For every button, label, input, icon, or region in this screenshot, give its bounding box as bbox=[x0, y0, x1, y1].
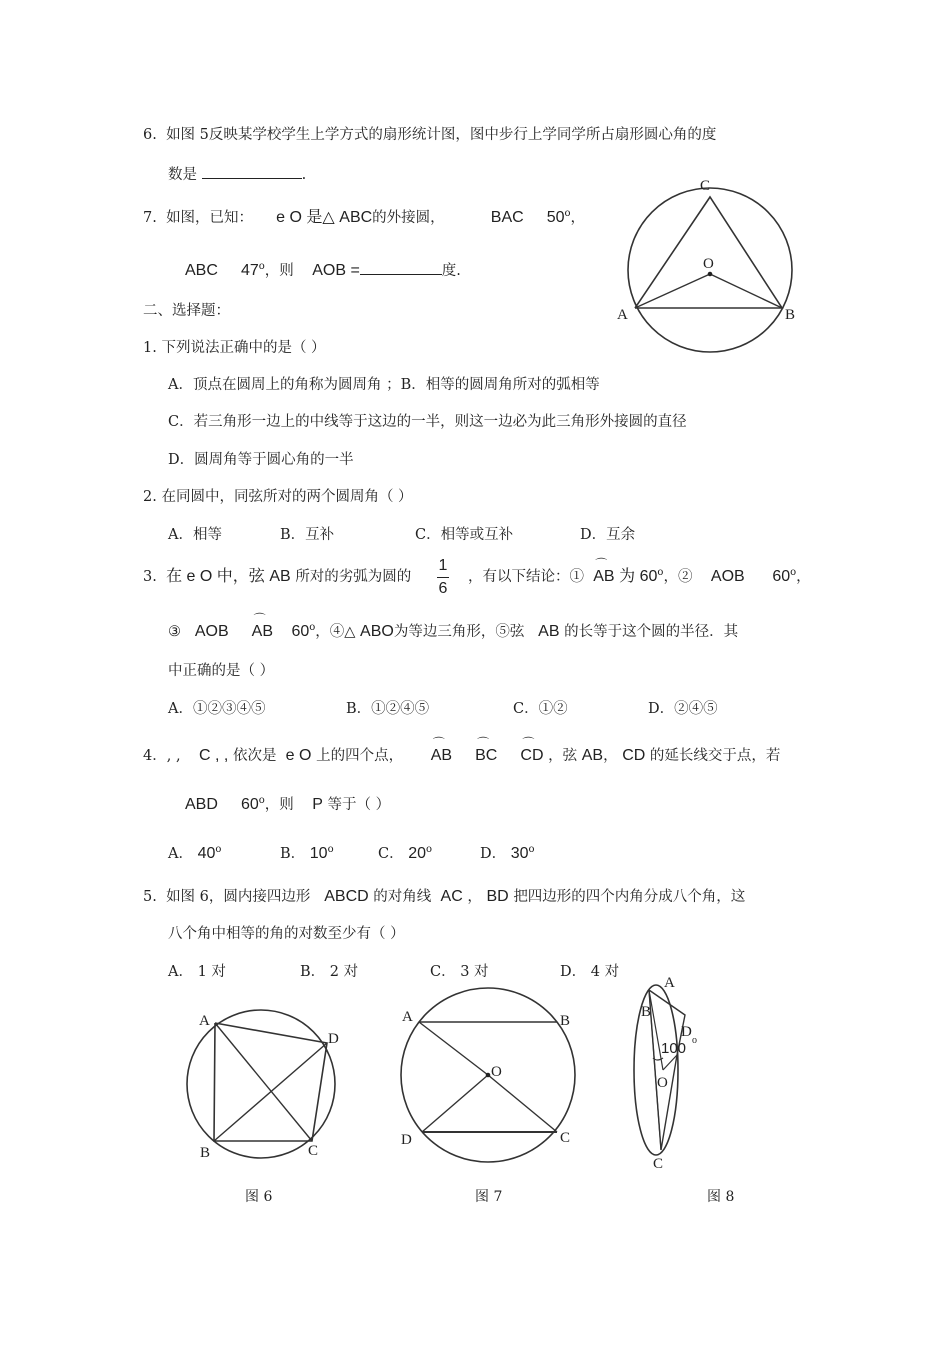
q3-line1-rest: ，有以下结论：① ⌒ AB 为 60$^o$，② AOB 60$^o$， bbox=[468, 568, 811, 588]
q6-line1: 6. 如图 5反映某学校学生上学方式的扇形统计图，图中步行上学同学所占扇形圆心角的度 bbox=[143, 127, 717, 143]
figure-circumcircle bbox=[615, 175, 815, 365]
q3-fraction: 1 6 bbox=[438, 557, 448, 597]
label-a: A bbox=[199, 1013, 210, 1029]
q3-option-c[interactable]: C．①② bbox=[513, 701, 568, 717]
q3-line1: 3. 在 e O 中，弦 AB 所对的劣弧为圆的 bbox=[143, 568, 412, 585]
q1-option-c[interactable]: C．若三角形一边上的中线等于这边的一半，则这一边必为此三角形外接圆的直径 bbox=[168, 414, 687, 430]
label-angle-degree: o bbox=[692, 1035, 697, 1046]
label-o: O bbox=[491, 1064, 502, 1080]
label-c: C bbox=[308, 1143, 319, 1159]
q2-stem: 2. 在同圆中，同弦所对的两个圆周角（ ） bbox=[143, 489, 413, 505]
diagonal-ac bbox=[215, 1023, 312, 1141]
q4-line1: 4．, , C , , 依次是 e O 上的四个点， ⌒ AB ⌒ BC ⌒ CD ，弦 AB， CD 的延长线交于点，若 bbox=[143, 747, 780, 765]
q1-option-d[interactable]: D．圆周角等于圆心角的一半 bbox=[168, 452, 354, 468]
label-b: B bbox=[560, 1013, 571, 1029]
q3-option-d[interactable]: D．②④⑤ bbox=[648, 701, 718, 717]
segment-bo bbox=[649, 990, 663, 1070]
label-angle-100: 100 bbox=[661, 1040, 687, 1057]
q6-answer-blank[interactable] bbox=[202, 164, 302, 179]
label-b: B bbox=[641, 1004, 652, 1020]
label-c: C bbox=[653, 1156, 664, 1172]
caption-figure-7: 图 7 bbox=[475, 1189, 503, 1205]
q7-line2: ABC 47$^o$，则 AOB = 度. bbox=[185, 261, 461, 279]
label-d: D bbox=[401, 1132, 412, 1148]
section-title: 二、选择题： bbox=[143, 303, 230, 319]
label-c: C bbox=[560, 1130, 571, 1146]
q5-option-d[interactable]: D． 4 对 bbox=[560, 964, 620, 980]
center-point bbox=[708, 272, 713, 277]
q1-stem: 1. 下列说法正确中的是（ ） bbox=[143, 340, 326, 356]
q4-option-c[interactable]: C． 20$^o$ bbox=[378, 844, 433, 862]
q3-line3: 中正确的是（ ） bbox=[168, 663, 275, 679]
q5-option-c[interactable]: C． 3 对 bbox=[430, 964, 489, 980]
q1-option-ab[interactable]: A．顶点在圆周上的角称为圆周角 ；B．相等的圆周角所对的弧相等 bbox=[168, 377, 600, 393]
figure-8 bbox=[625, 970, 715, 1175]
q2-option-c[interactable]: C．相等或互补 bbox=[415, 527, 514, 543]
segment-ao bbox=[419, 1022, 488, 1075]
segment-do bbox=[422, 1075, 488, 1132]
q4-option-d[interactable]: D． 30$^o$ bbox=[480, 844, 535, 862]
q2-option-d[interactable]: D．互余 bbox=[580, 527, 636, 543]
label-o: O bbox=[657, 1075, 668, 1091]
q3-option-a[interactable]: A．①②③④⑤ bbox=[168, 701, 266, 717]
caption-figure-6: 图 6 bbox=[245, 1189, 273, 1205]
label-c: C bbox=[700, 178, 711, 194]
q4-option-b[interactable]: B． 10$^o$ bbox=[280, 844, 334, 862]
diagonal-bd bbox=[214, 1043, 327, 1141]
label-a: A bbox=[664, 975, 675, 991]
label-a: A bbox=[402, 1009, 413, 1025]
q5-option-b[interactable]: B． 2 对 bbox=[300, 964, 359, 980]
caption-figure-8: 图 8 bbox=[707, 1189, 735, 1205]
q6-line2: 数是 . bbox=[168, 164, 306, 184]
center-point bbox=[486, 1073, 491, 1078]
segment-oc bbox=[488, 1075, 557, 1132]
q2-option-a[interactable]: A．相等 bbox=[168, 527, 222, 543]
q7-line1: 7. 如图，已知： e O 是△ ABC的外接圆， BAC 50$^o$， bbox=[143, 208, 586, 226]
q3-option-b[interactable]: B．①②④⑤ bbox=[346, 701, 430, 717]
q4-option-a[interactable]: A． 40$^o$ bbox=[168, 844, 222, 862]
label-b: B bbox=[200, 1145, 211, 1161]
label-b: B bbox=[785, 307, 796, 323]
label-d: D bbox=[328, 1031, 339, 1047]
label-d: D bbox=[681, 1024, 692, 1040]
q2-option-b[interactable]: B．互补 bbox=[280, 527, 335, 543]
q3-line2: ③ AOB ⌒ AB 60$^o$，④△ ABO为等边三角形，⑤弦 AB 的长等于这个圆的半径．其 bbox=[168, 623, 738, 643]
q5-line1: 5. 如图 6，圆内接四边形 ABCD 的对角线 AC ， BD 把四边形的四个内角分成八个角，这 bbox=[143, 888, 746, 905]
figure-7 bbox=[395, 985, 590, 1165]
quadrilateral-abcd bbox=[214, 1023, 327, 1141]
q5-option-a[interactable]: A． 1 对 bbox=[168, 964, 226, 980]
triangle-abc bbox=[635, 197, 782, 308]
figure-6 bbox=[180, 1005, 355, 1165]
label-o: O bbox=[703, 256, 714, 272]
q7-answer-blank[interactable] bbox=[360, 260, 442, 275]
q5-line2: 八个角中相等的角的对数至少有（ ） bbox=[168, 926, 405, 942]
label-a: A bbox=[617, 307, 628, 323]
q4-line2: ABD 60$^o$，则 P 等于（ ） bbox=[185, 795, 391, 813]
